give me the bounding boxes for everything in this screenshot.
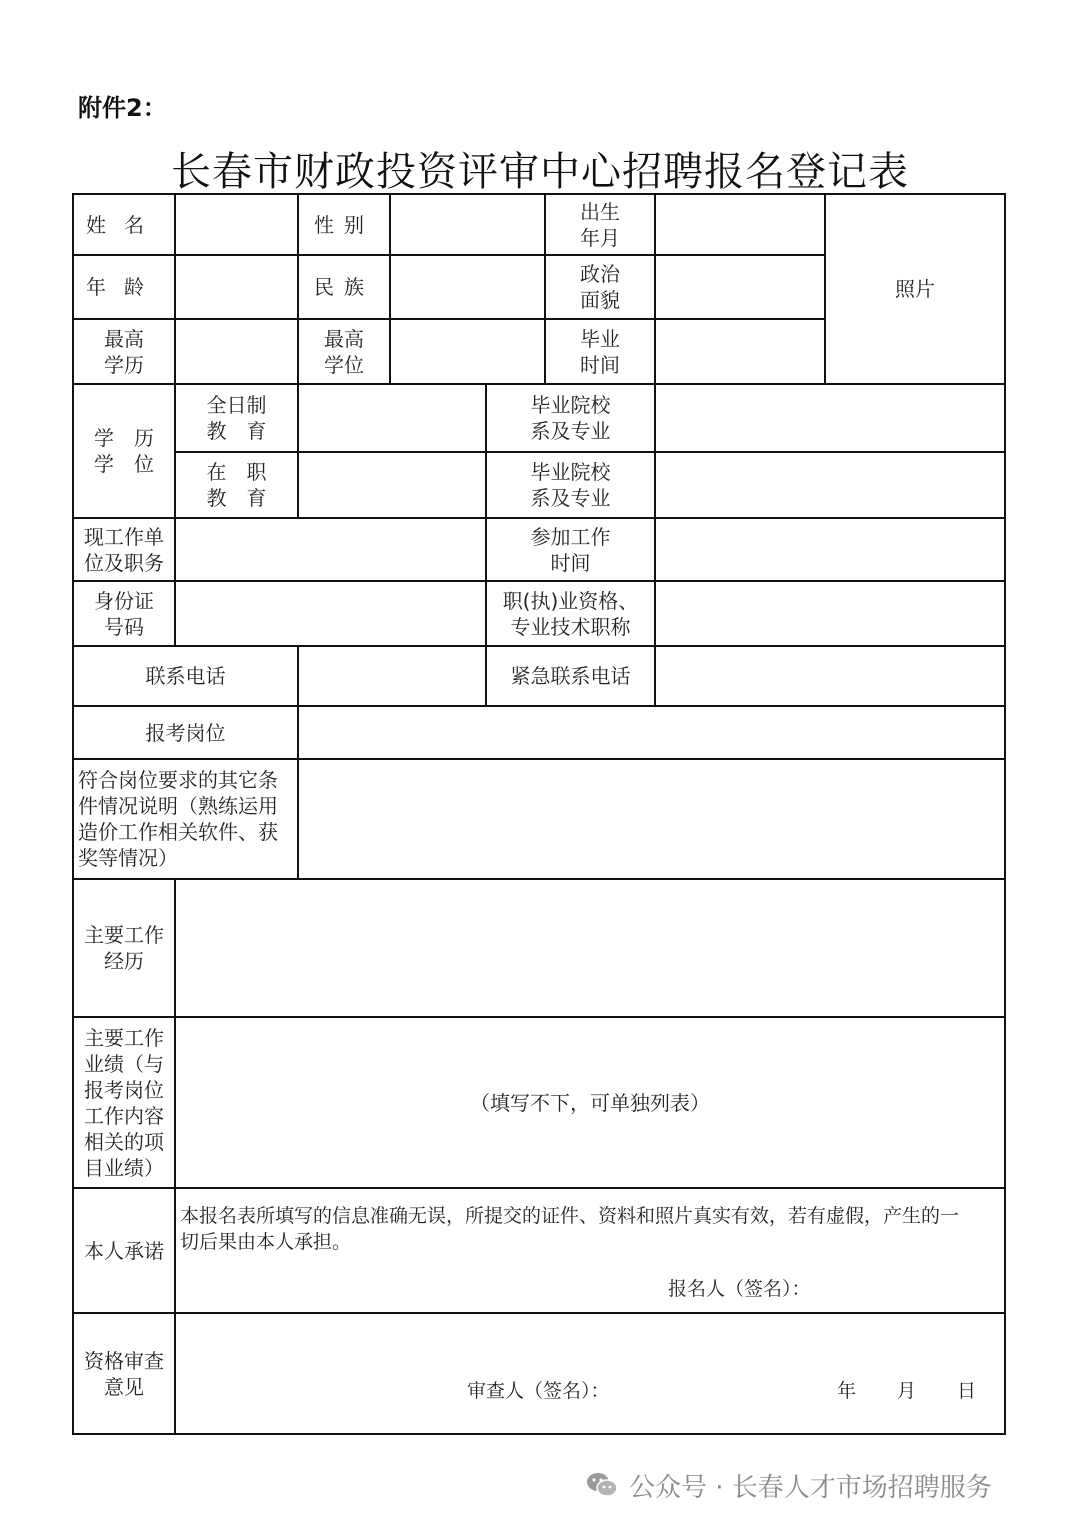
graduation-time-label: 毕业 时间 xyxy=(580,326,620,377)
wechat-icon xyxy=(585,1470,619,1500)
date-year: 年 xyxy=(837,1380,857,1402)
emergency-phone-label: 紧急联系电话 xyxy=(510,664,631,688)
highest-degree-label: 最高 学位 xyxy=(324,326,364,377)
edu-degree-label: 学 历 学 位 xyxy=(94,426,154,476)
age-field[interactable] xyxy=(175,255,298,319)
highest-degree-field[interactable] xyxy=(390,319,545,384)
qualification-label: 职(执)业资格、 专业技术职称 xyxy=(502,588,639,639)
qualification-field[interactable] xyxy=(655,581,1005,646)
fulltime-edu-field[interactable] xyxy=(298,384,486,452)
applicant-signature[interactable]: 报名人（签名）： xyxy=(668,1278,811,1300)
inservice-edu-field[interactable] xyxy=(298,452,486,518)
other-conditions-label: 符合岗位要求的其它条 件情况说明（熟练运用 造价工作相关软件、获 奖等情况） xyxy=(78,768,278,870)
birth-label: 出生 年月 xyxy=(580,199,620,250)
current-employer-field[interactable] xyxy=(175,518,486,581)
other-conditions-field[interactable] xyxy=(298,759,1005,879)
commitment-text: 本报名表所填写的信息准确无误，所提交的证件、资料和照片真实有效，若有虚假，产生的一 切后果由本人承担。 xyxy=(180,1205,960,1253)
commitment-label: 本人承诺 xyxy=(84,1238,164,1263)
political-label: 政治 面貌 xyxy=(580,262,620,312)
birth-field[interactable] xyxy=(655,194,825,255)
highest-education-label: 最高 学历 xyxy=(104,326,144,377)
form-title: 长春市财政投资评审中心招聘报名登记表 xyxy=(171,149,909,195)
attachment-label: 附件2： xyxy=(78,94,167,122)
highest-education-field[interactable] xyxy=(175,319,298,384)
name-label: 姓名 xyxy=(86,212,162,237)
work-start-time-field[interactable] xyxy=(655,518,1005,581)
age-label: 年龄 xyxy=(86,275,162,299)
emergency-phone-field[interactable] xyxy=(655,646,1005,706)
ethnicity-field[interactable] xyxy=(390,255,545,319)
phone-label: 联系电话 xyxy=(145,664,226,688)
achievements-field[interactable] xyxy=(175,1017,1005,1188)
date-month: 月 xyxy=(897,1380,917,1402)
current-employer-label: 现工作单 位及职务 xyxy=(84,524,164,575)
fulltime-school-label: 毕业院校 系及专业 xyxy=(530,393,611,443)
name-field[interactable] xyxy=(175,194,298,255)
achievements-note: （填写不下，可单独列表） xyxy=(470,1090,710,1115)
id-number-field[interactable] xyxy=(175,581,486,646)
inservice-school-field[interactable] xyxy=(655,452,1005,518)
work-experience-label: 主要工作 经历 xyxy=(84,923,164,973)
date-day: 日 xyxy=(957,1380,977,1402)
graduation-time-field[interactable] xyxy=(655,319,825,384)
work-experience-field[interactable] xyxy=(175,879,1005,1017)
gender-field[interactable] xyxy=(390,194,545,255)
id-number-label: 身份证 号码 xyxy=(94,588,154,639)
review-opinion-label: 资格审查 意见 xyxy=(84,1348,164,1399)
ethnicity-label: 民族 xyxy=(314,275,374,299)
inservice-edu-label: 在 职 教 育 xyxy=(206,460,267,510)
watermark-text: 公众号 · 长春人才市场招聘服务 xyxy=(629,1472,992,1503)
phone-field[interactable] xyxy=(298,646,486,706)
gender-label: 性别 xyxy=(314,212,374,237)
watermark xyxy=(585,1465,992,1505)
fulltime-school-field[interactable] xyxy=(655,384,1005,452)
position-label: 报考岗位 xyxy=(145,720,226,745)
reviewer-signature[interactable]: 审查人（签名）： xyxy=(467,1380,610,1402)
fulltime-edu-label: 全日制 教 育 xyxy=(206,393,267,443)
political-field[interactable] xyxy=(655,255,825,319)
photo-box[interactable]: 照片 xyxy=(895,277,935,301)
achievements-label: 主要工作 业绩（与 报考岗位 工作内容 相关的项 目业绩） xyxy=(84,1025,164,1180)
position-field[interactable] xyxy=(298,706,1005,759)
inservice-school-label: 毕业院校 系及专业 xyxy=(530,460,611,510)
work-start-time-label: 参加工作 时间 xyxy=(530,524,611,575)
